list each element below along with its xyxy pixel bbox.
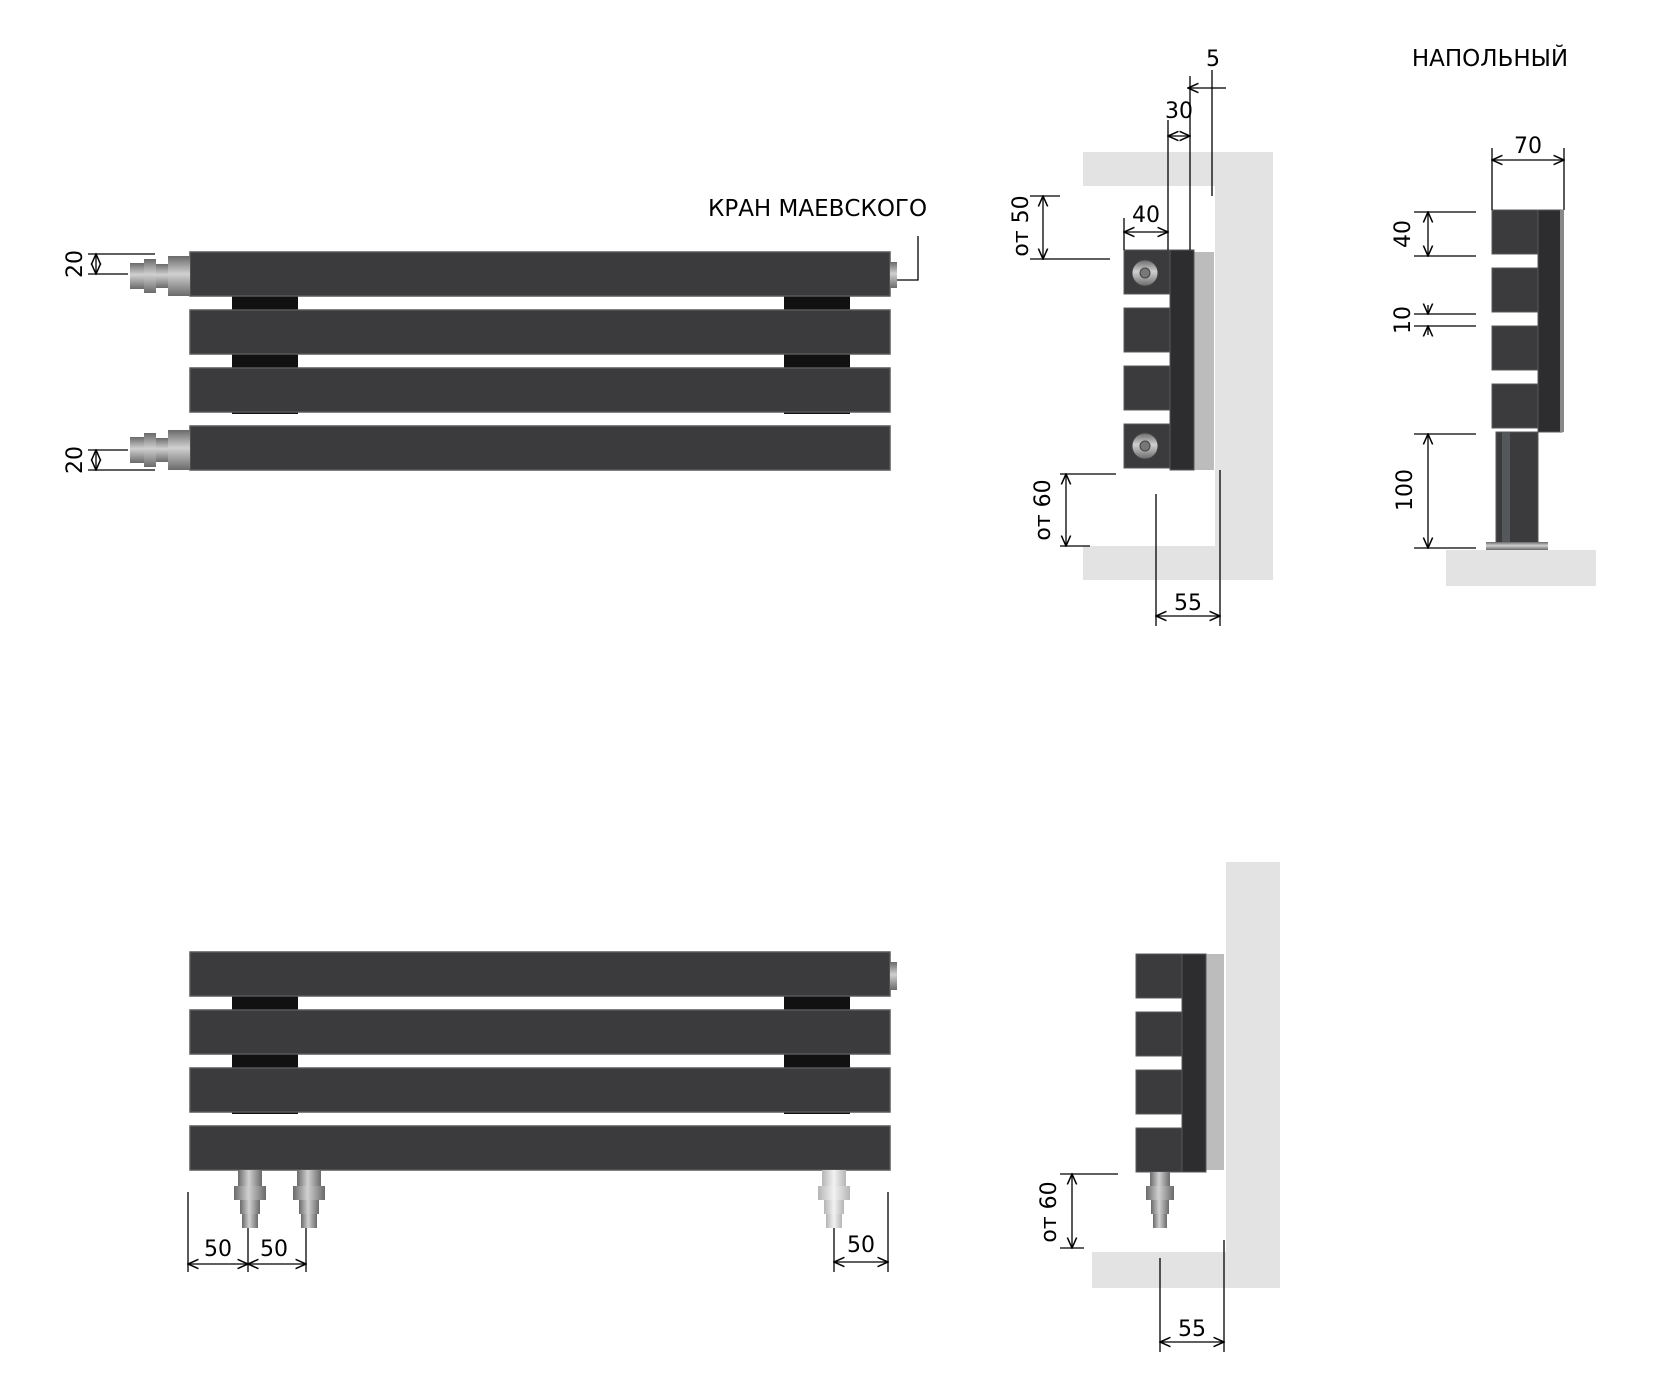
dim-from-floor: от 60	[1037, 1181, 1062, 1243]
bracket-plate	[1206, 954, 1224, 1170]
radiator-tube	[190, 1126, 890, 1170]
dim-width: 70	[1514, 134, 1542, 159]
dim-total-depth: 55	[1174, 591, 1202, 616]
bottom-side-fitting	[1146, 1172, 1174, 1228]
bottom-fitting-1	[234, 1170, 266, 1228]
radiator-tube	[190, 252, 890, 296]
tube-profile	[1124, 308, 1170, 352]
tube-profile	[1136, 1012, 1182, 1056]
radiator-tube	[190, 1068, 890, 1112]
floor-slab	[1083, 546, 1273, 580]
tube-profile	[1136, 1128, 1182, 1172]
tube-profile	[1492, 268, 1538, 312]
tube-profile	[1136, 954, 1182, 998]
collector	[1182, 954, 1206, 1172]
dim-from-ceiling: от 50	[1009, 195, 1034, 257]
mayevsky-valve	[890, 962, 897, 990]
leg-base	[1486, 542, 1548, 550]
dim-wall-gap: 5	[1206, 47, 1220, 72]
dim-pipe-spacing: 50	[260, 1237, 288, 1262]
dim-from-floor: от 60	[1031, 479, 1056, 541]
dim-right-pipe: 50	[847, 1233, 875, 1258]
wall	[1215, 152, 1273, 580]
top-side-view	[1009, 47, 1273, 626]
floor-slab	[1092, 1252, 1280, 1288]
tube-profile	[1492, 384, 1538, 428]
floor-slab	[1446, 550, 1596, 586]
radiator-tube	[190, 952, 890, 996]
bottom-front-view	[188, 952, 897, 1272]
dim-first-pipe: 50	[204, 1237, 232, 1262]
bottom-fitting-optional	[818, 1170, 850, 1228]
dim-leg-height: 100	[1393, 469, 1418, 511]
mayevsky-valve	[890, 262, 897, 288]
dim-total-depth: 55	[1178, 1317, 1206, 1342]
top-front-view	[63, 196, 927, 474]
floor-mounted-view	[1391, 44, 1596, 586]
radiator-tube	[190, 426, 890, 470]
collector	[1170, 250, 1194, 470]
wall	[1226, 862, 1280, 1288]
valve-leader	[897, 236, 918, 280]
bottom-fitting-2	[293, 1170, 325, 1228]
tube-profile	[1492, 326, 1538, 370]
dim-lower-connection: 20	[63, 446, 88, 474]
collector	[1538, 210, 1562, 432]
tube-profile	[1124, 366, 1170, 410]
mayevsky-label: КРАН МАЕВСКОГО	[708, 196, 928, 222]
dim-tube-depth: 40	[1132, 203, 1160, 228]
radiator-tube	[190, 1010, 890, 1054]
floor-mounted-label: НАПОЛЬНЫЙ	[1411, 46, 1569, 72]
radiator-tube	[190, 310, 890, 354]
dim-gap: 10	[1391, 306, 1416, 334]
lower-fitting	[130, 430, 190, 470]
dim-bracket: 30	[1165, 99, 1193, 124]
dim-upper-connection: 20	[63, 250, 88, 278]
dim-tube-height: 40	[1391, 220, 1416, 248]
bottom-side-view	[1037, 862, 1280, 1352]
radiator-tube	[190, 368, 890, 412]
upper-fitting	[130, 256, 190, 296]
bracket-plate	[1194, 252, 1214, 470]
tube-profile	[1492, 210, 1538, 254]
tube-profile	[1136, 1070, 1182, 1114]
